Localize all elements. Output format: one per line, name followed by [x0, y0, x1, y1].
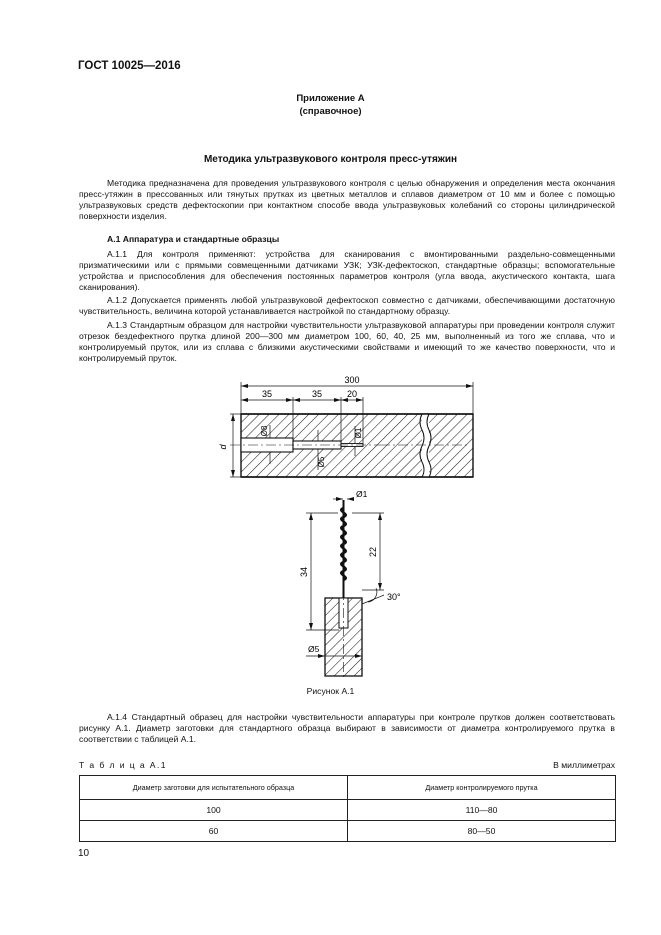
paragraph-a14-text: А.1.4 Стандартный образец для настройки чувствительности аппаратуры при контроле прутков должен соответствовать рисунку А.1. Диаметр заготовки для стандартного образца выбирают в зависимости от диаметра контролируемого прутка в соответствии с таблицей А.1.: [79, 712, 615, 744]
figure-caption: Рисунок А.1: [306, 686, 355, 696]
document-code: ГОСТ 10025—2016: [78, 60, 181, 72]
intro-paragraph: [79, 178, 615, 222]
dim-35-first: 35: [261, 389, 273, 399]
table-cell-bar: 80—50: [348, 821, 616, 842]
dim-diameter-d: d: [218, 444, 228, 450]
table-caption: Т а б л и ц а А.1: [79, 760, 167, 770]
paragraph-a13: [79, 320, 615, 364]
dim-bore-5: Ø5: [317, 456, 326, 468]
dim-wire-1: Ø1: [356, 489, 368, 499]
dim-length-34: 34: [299, 566, 309, 578]
dim-hole-1: Ø1: [354, 427, 363, 439]
section-heading-a1: А.1 Аппаратура и стандартные образцы: [107, 234, 280, 244]
dim-angle-30: 30°: [387, 592, 401, 602]
paragraph-a14: [79, 712, 615, 745]
paragraph-a12-text: А.1.2 Допускается применять любой ультразвуковой дефектоскоп совместно с датчиками, обеспечивающими достаточную чувствительность, величина которой устанавливается настройкой по стандартному образцу.: [79, 295, 615, 316]
page-title: Методика ультразвукового контроля пресс-утяжин: [203, 154, 458, 165]
dim-bore-8: Ø8: [260, 425, 269, 437]
dim-length-22: 22: [368, 546, 378, 558]
paragraph-a12: [79, 295, 615, 317]
table-header-blank-diameter: Диаметр заготовки для испытательного образца: [80, 776, 348, 800]
dim-20: 20: [346, 389, 358, 399]
dim-total-length: 300: [344, 375, 360, 385]
table-units: В миллиметрах: [553, 760, 615, 770]
appendix-heading: [0, 92, 661, 118]
figure-a1-drawing: [0, 372, 661, 682]
specimen-section-view: [230, 414, 473, 477]
page-number: 10: [78, 848, 90, 859]
paragraph-a13-text: А.1.3 Стандартным образцом для настройки чувствительности ультразвуковой аппаратуры при проведении контроля служит отрезок бездефектного прутка длиной 200—300 мм диаметром 100, 60, 40, 25 мм, выполненный из того же сплава, что и контролируемый пруток, или из сплава с близкими акустическими свойствами и имеющий то же качество поверхности, что и контролируемый пруток.: [79, 320, 615, 363]
appendix-name: Приложение А: [296, 93, 365, 104]
dim-body-5: Ø5: [308, 644, 320, 654]
paragraph-a11-text: А.1.1 Для контроля применяют: устройства для сканирования с вмонтированными раздельно-совмещенными призматическими или с прямыми совмещенными датчиками УЗК; УЗК-дефектоскоп, стандартные образцы; вспомогательные устройства и приспособления для обеспечения постоянных параметров контроля (угла ввода, акустического контакта, шага сканирования).: [79, 249, 615, 292]
table-cell-bar: 110—80: [348, 800, 616, 821]
table-a1: [79, 775, 616, 842]
table-cell-blank: 100: [80, 800, 348, 821]
table-row: [80, 821, 616, 842]
table-header-row: [80, 776, 616, 800]
paragraph-a11: [79, 249, 615, 293]
table-header-bar-diameter: Диаметр контролируемого прутка: [348, 776, 616, 800]
dim-35-second: 35: [311, 389, 323, 399]
intro-text: Методика предназначена для проведения ультразвукового контроля с целью обнаружения и определения места окончания пресс-утяжин в прессованных или тянутых прутках из цветных металлов и сплавов диаметром от 10 мм и более с помощью ультразвуковых средств дефектоскопии при контактном способе ввода ультразвуковых колебаний со стороны цилиндрической поверхности изделия.: [79, 178, 615, 221]
table-cell-blank: 60: [80, 821, 348, 842]
probe-detail-view: [325, 500, 362, 680]
appendix-kind: (справочное): [299, 106, 362, 117]
table-row: [80, 800, 616, 821]
